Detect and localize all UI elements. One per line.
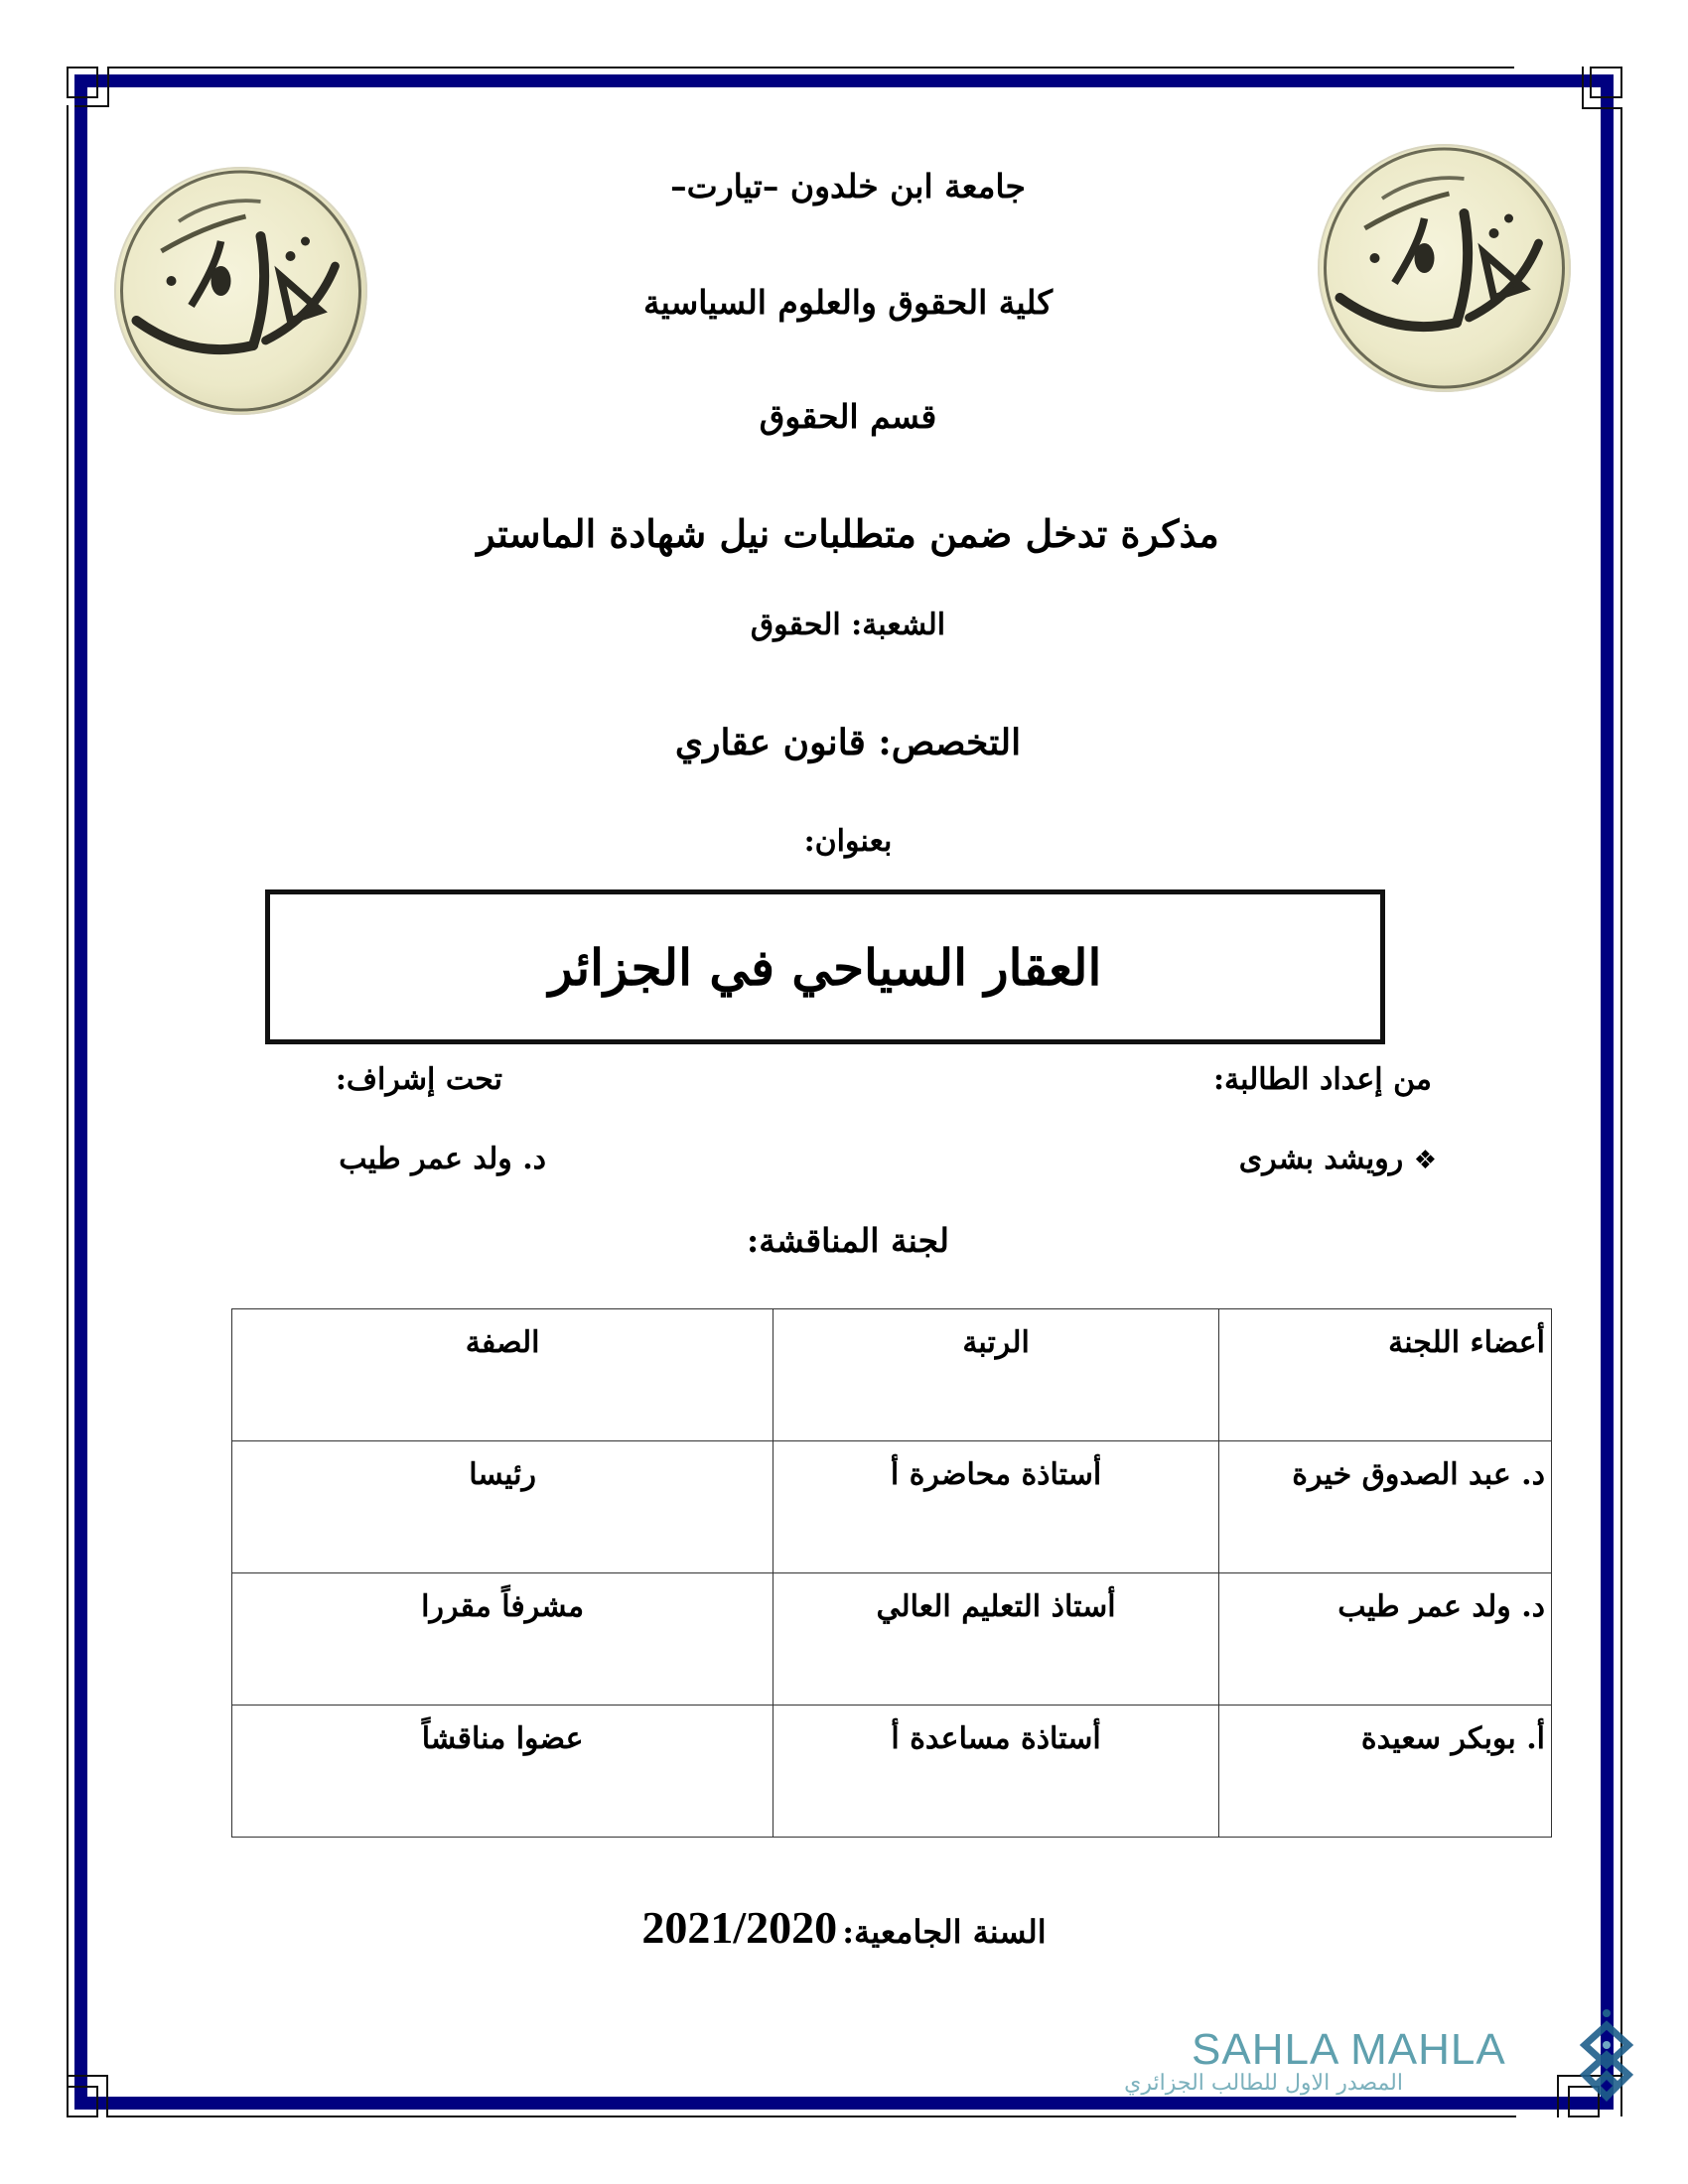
member-name: د. عبد الصدوق خيرة xyxy=(1218,1441,1551,1573)
member-rank: أستاذة مساعدة أ xyxy=(774,1706,1219,1838)
title-label: بعنوان: xyxy=(803,824,893,859)
thesis-purpose: مذكرة تدخل ضمن متطلبات نيل شهادة الماستر xyxy=(477,511,1219,556)
student-name: رويشد بشرى xyxy=(1238,1142,1404,1176)
thesis-title-box xyxy=(265,889,1385,1044)
border-line-bottom xyxy=(106,2116,1516,2117)
member-name: د. ولد عمر طيب xyxy=(1218,1573,1551,1706)
column-header-role: الصفة xyxy=(232,1309,774,1441)
member-role: عضوا مناقشاً xyxy=(232,1706,774,1838)
corner-square-bl-b xyxy=(67,2075,108,2117)
member-name: أ. بوبكر سعيدة xyxy=(1218,1706,1551,1838)
academic-year-value: 2021/2020 xyxy=(641,1902,838,1953)
corner-square-tl-b xyxy=(74,67,109,107)
member-role: مشرفاً مقررا xyxy=(232,1573,774,1706)
member-rank: أستاذة محاضرة أ xyxy=(774,1441,1219,1573)
column-header-members: أعضاء اللجنة xyxy=(1218,1309,1551,1441)
thesis-title: العقار السياحي في الجزائر xyxy=(548,937,1102,997)
academic-year xyxy=(0,1901,1688,1954)
border-band-left xyxy=(74,74,87,2110)
university-name: جامعة ابن خلدون –تيارت– xyxy=(670,167,1026,205)
committee-heading: لجنة المناقشة: xyxy=(747,1221,949,1260)
table-row xyxy=(232,1573,1552,1706)
watermark-brand: SAHLA MAHLA xyxy=(1192,2025,1506,2074)
watermark-tagline: المصدر الاول للطالب الجزائري xyxy=(1124,2071,1403,2096)
table-row xyxy=(232,1706,1552,1838)
department-name: قسم الحقوق xyxy=(759,397,937,436)
branch-label: الشعبة: الحقوق xyxy=(750,608,946,642)
table-header-row xyxy=(232,1309,1552,1441)
corner-square-tr-b xyxy=(1582,67,1622,109)
table-row xyxy=(232,1441,1552,1573)
column-header-rank: الرتبة xyxy=(774,1309,1219,1441)
student-entry xyxy=(1239,1142,1437,1176)
member-rank: أستاذ التعليم العالي xyxy=(774,1573,1219,1706)
diamond-bullet-icon: ❖ xyxy=(1413,1146,1437,1175)
border-band-top xyxy=(74,74,1614,87)
member-role: رئيسا xyxy=(232,1441,774,1573)
border-line-top xyxy=(107,67,1514,68)
sahla-mahla-emblem-icon xyxy=(1567,2005,1646,2115)
specialty-label: التخصص: قانون عقاري xyxy=(674,722,1022,763)
academic-year-label: السنة الجامعية: xyxy=(842,1913,1047,1951)
committee-table xyxy=(231,1308,1552,1838)
faculty-name: كلية الحقوق والعلوم السياسية xyxy=(642,283,1054,322)
supervisor-name: د. ولد عمر طيب xyxy=(339,1142,546,1176)
supervisor-label: تحت إشراف: xyxy=(335,1062,502,1097)
border-band-right xyxy=(1601,74,1614,2110)
border-band-bottom xyxy=(74,2097,1614,2110)
student-label: من إعداد الطالبة: xyxy=(1212,1062,1432,1097)
